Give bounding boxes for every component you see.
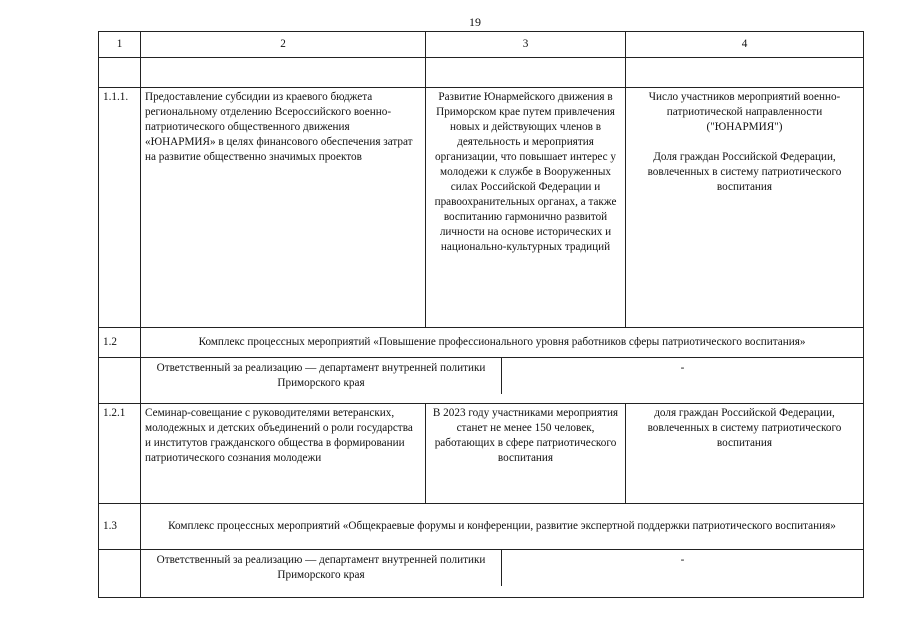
header-cell-3: 3	[426, 32, 626, 58]
header-cell-2: 2	[141, 32, 426, 58]
table-row-1-2-1	[99, 404, 864, 504]
row-number: 1.1.1.	[99, 88, 141, 328]
header-cell-1: 1	[99, 32, 141, 58]
expected-result: Развитие Юнармейского движения в Приморском крае путем привлечения новых и действующих членов в деятельность и мероприятия организации, что повышает интерес у молодежи к службе в Вооруженных силах Российской Федерации и правоохранительных органах, а также воспитанию гармонично развитой личности на основе исторических и национально-культурных традиций	[426, 88, 626, 328]
activity-description: Предоставление субсидии из краевого бюджета региональному отделению Всероссийского военно-патриотического общественного движения «ЮНАРМИЯ» в целях финансового обеспечения затрат на развитие общественно значимых проектов	[141, 88, 426, 328]
responsible-text: Ответственный за реализацию — департамент внутренней политики Приморского края	[141, 358, 502, 394]
row-number: 1.3	[99, 504, 141, 550]
table-header-row	[99, 32, 864, 58]
expected-result: В 2023 году участниками мероприятия станет не менее 150 человек, работающих в сфере патриотического воспитания	[426, 404, 626, 504]
spacer-row	[99, 58, 864, 88]
responsible-row-1-3	[99, 550, 864, 598]
responsible-value: -	[680, 362, 685, 374]
responsible-value: -	[680, 554, 685, 566]
indicator-text-2: Доля граждан Российской Федерации, вовлеченных в систему патриотического воспитания	[647, 151, 842, 193]
table-row-1-2	[99, 328, 864, 358]
indicator-text: доля граждан Российской Федерации, вовлеченных в систему патриотического воспитания	[626, 404, 864, 504]
table-row-1-1-1	[99, 88, 864, 328]
program-table	[98, 31, 864, 598]
indicator-text-1: Число участников мероприятий военно-патриотической направленности ("ЮНАРМИЯ")	[648, 91, 841, 133]
section-title: Комплекс процессных мероприятий «Повышение профессионального уровня работников сферы патриотического воспитания»	[141, 328, 864, 358]
row-number: 1.2	[99, 328, 141, 358]
responsible-row-1-2	[99, 358, 864, 404]
header-cell-4: 4	[626, 32, 864, 58]
table-row-1-3	[99, 504, 864, 550]
responsible-text: Ответственный за реализацию — департамент внутренней политики Приморского края	[141, 550, 502, 586]
activity-description: Семинар-совещание с руководителями ветеранских, молодежных и детских объединений о роли государства и институтов гражданского общества в формировании патриотического сознания молодежи	[141, 404, 426, 504]
section-title: Комплекс процессных мероприятий «Общекраевые форумы и конференции, развитие экспертной поддержки патриотического воспитания»	[141, 504, 864, 550]
indicator-cell	[626, 88, 864, 328]
page-number: 19	[469, 15, 481, 29]
row-number: 1.2.1	[99, 404, 141, 504]
